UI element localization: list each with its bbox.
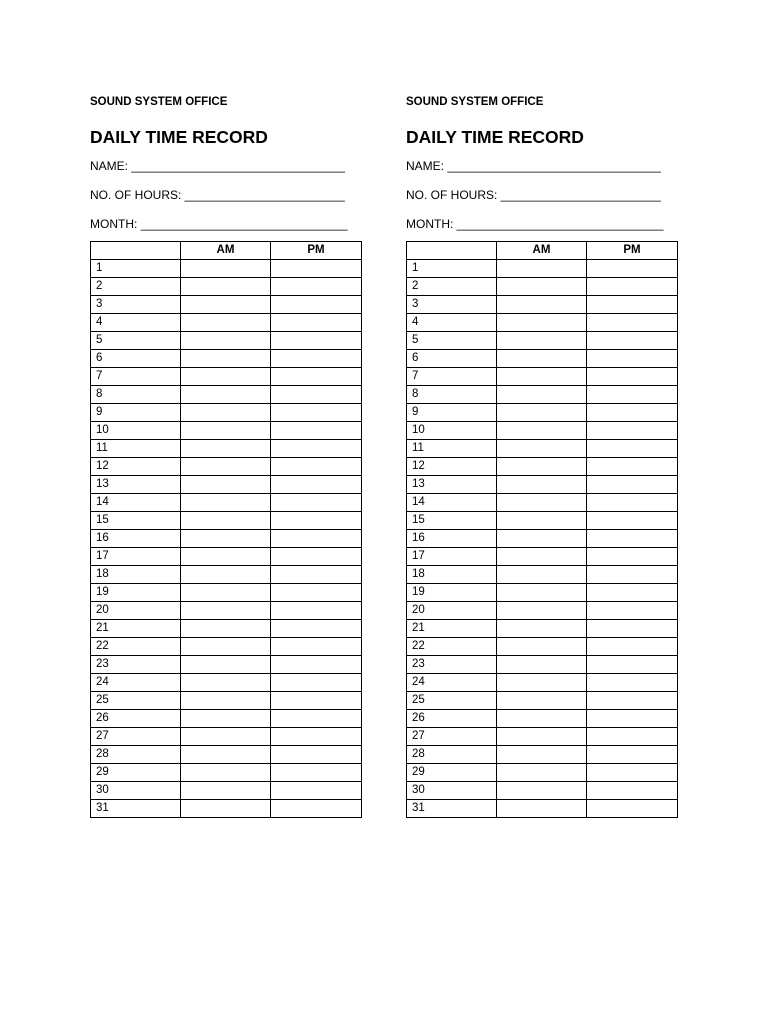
table-row — [91, 332, 362, 350]
table-row — [407, 710, 678, 728]
am-time-cell[interactable] — [497, 368, 587, 386]
day-number: 27 — [407, 728, 497, 746]
day-number: 1 — [91, 260, 181, 278]
table-row — [91, 440, 362, 458]
day-number: 21 — [407, 620, 497, 638]
table-row — [91, 548, 362, 566]
am-time-cell[interactable] — [181, 530, 271, 548]
am-time-cell[interactable] — [181, 584, 271, 602]
am-time-cell[interactable] — [497, 548, 587, 566]
day-number: 19 — [91, 584, 181, 602]
table-row — [91, 314, 362, 332]
pm-time-cell[interactable] — [271, 728, 362, 746]
table-header-row — [91, 242, 362, 260]
day-number: 13 — [91, 476, 181, 494]
am-time-cell[interactable] — [181, 656, 271, 674]
table-row — [407, 620, 678, 638]
pm-time-cell[interactable] — [271, 638, 362, 656]
am-time-cell[interactable] — [181, 368, 271, 386]
day-number: 3 — [91, 296, 181, 314]
table-row — [91, 674, 362, 692]
pm-time-cell[interactable] — [587, 674, 678, 692]
pm-time-cell[interactable] — [587, 764, 678, 782]
hours-field: NO. OF HOURS: ________________________ — [406, 188, 661, 202]
table-row — [407, 584, 678, 602]
day-number: 19 — [407, 584, 497, 602]
day-number: 14 — [91, 494, 181, 512]
table-row — [91, 368, 362, 386]
table-row — [407, 656, 678, 674]
table-row — [91, 566, 362, 584]
pm-time-cell[interactable] — [271, 692, 362, 710]
day-number: 17 — [91, 548, 181, 566]
am-time-cell[interactable] — [181, 494, 271, 512]
table-row — [91, 800, 362, 818]
am-time-cell[interactable] — [497, 440, 587, 458]
day-number: 28 — [91, 746, 181, 764]
table-row — [91, 710, 362, 728]
pm-time-cell[interactable] — [271, 386, 362, 404]
table-row — [407, 746, 678, 764]
day-number: 26 — [407, 710, 497, 728]
table-row — [407, 422, 678, 440]
table-row — [91, 638, 362, 656]
pm-time-cell[interactable] — [271, 800, 362, 818]
pm-time-cell[interactable] — [271, 368, 362, 386]
pm-time-cell[interactable] — [271, 674, 362, 692]
day-number: 28 — [407, 746, 497, 764]
am-time-cell[interactable] — [181, 566, 271, 584]
am-time-cell[interactable] — [497, 728, 587, 746]
day-number: 29 — [407, 764, 497, 782]
day-number: 5 — [91, 332, 181, 350]
pm-time-cell[interactable] — [271, 332, 362, 350]
pm-time-cell[interactable] — [587, 350, 678, 368]
hours-field: NO. OF HOURS: ________________________ — [90, 188, 345, 202]
am-time-cell[interactable] — [181, 638, 271, 656]
day-number: 9 — [407, 404, 497, 422]
day-number: 11 — [91, 440, 181, 458]
day-number: 18 — [91, 566, 181, 584]
am-time-cell[interactable] — [497, 404, 587, 422]
am-time-cell[interactable] — [497, 512, 587, 530]
table-row — [407, 458, 678, 476]
pm-time-cell[interactable] — [587, 512, 678, 530]
pm-time-cell[interactable] — [587, 728, 678, 746]
pm-time-cell[interactable] — [587, 314, 678, 332]
table-row — [407, 440, 678, 458]
pm-time-cell[interactable] — [587, 530, 678, 548]
day-column-header — [91, 242, 181, 260]
pm-time-cell[interactable] — [271, 350, 362, 368]
pm-time-cell[interactable] — [587, 656, 678, 674]
table-row — [407, 566, 678, 584]
pm-time-cell[interactable] — [271, 494, 362, 512]
day-number: 4 — [91, 314, 181, 332]
pm-time-cell[interactable] — [587, 782, 678, 800]
am-time-cell[interactable] — [181, 620, 271, 638]
table-row — [91, 386, 362, 404]
am-time-cell[interactable] — [181, 476, 271, 494]
pm-time-cell[interactable] — [271, 746, 362, 764]
am-time-cell[interactable] — [181, 314, 271, 332]
table-row — [407, 674, 678, 692]
month-field: MONTH: _______________________________ — [406, 217, 664, 231]
pm-time-cell[interactable] — [271, 296, 362, 314]
day-number: 12 — [407, 458, 497, 476]
time-record-table — [406, 241, 678, 818]
am-time-cell[interactable] — [497, 314, 587, 332]
am-time-cell[interactable] — [497, 566, 587, 584]
table-row — [91, 620, 362, 638]
am-time-cell[interactable] — [497, 800, 587, 818]
pm-time-cell[interactable] — [587, 566, 678, 584]
day-number: 7 — [407, 368, 497, 386]
day-number: 8 — [407, 386, 497, 404]
table-row — [407, 782, 678, 800]
am-time-cell[interactable] — [181, 386, 271, 404]
table-row — [407, 296, 678, 314]
pm-time-cell[interactable] — [271, 278, 362, 296]
table-row — [91, 656, 362, 674]
day-number: 20 — [91, 602, 181, 620]
pm-time-cell[interactable] — [587, 368, 678, 386]
day-number: 13 — [407, 476, 497, 494]
pm-time-cell[interactable] — [587, 800, 678, 818]
table-row — [407, 278, 678, 296]
day-number: 1 — [407, 260, 497, 278]
pm-time-cell[interactable] — [587, 494, 678, 512]
day-number: 22 — [407, 638, 497, 656]
day-number: 5 — [407, 332, 497, 350]
am-time-cell[interactable] — [497, 296, 587, 314]
day-number: 31 — [91, 800, 181, 818]
table-header-row — [407, 242, 678, 260]
table-row — [407, 404, 678, 422]
day-number: 6 — [407, 350, 497, 368]
am-time-cell[interactable] — [497, 656, 587, 674]
table-row — [407, 476, 678, 494]
day-number: 15 — [407, 512, 497, 530]
table-row — [407, 530, 678, 548]
day-number: 25 — [407, 692, 497, 710]
pm-time-cell[interactable] — [271, 584, 362, 602]
pm-time-cell[interactable] — [587, 692, 678, 710]
am-time-cell[interactable] — [181, 350, 271, 368]
table-row — [91, 350, 362, 368]
am-time-cell[interactable] — [181, 602, 271, 620]
day-number: 2 — [407, 278, 497, 296]
pm-time-cell[interactable] — [271, 566, 362, 584]
table-row — [407, 638, 678, 656]
pm-time-cell[interactable] — [587, 440, 678, 458]
day-number: 6 — [91, 350, 181, 368]
day-number: 24 — [407, 674, 497, 692]
table-row — [91, 476, 362, 494]
day-number: 31 — [407, 800, 497, 818]
table-row — [407, 260, 678, 278]
pm-time-cell[interactable] — [587, 278, 678, 296]
day-number: 2 — [91, 278, 181, 296]
am-time-cell[interactable] — [181, 782, 271, 800]
table-row — [407, 494, 678, 512]
am-time-cell[interactable] — [181, 440, 271, 458]
am-time-cell[interactable] — [497, 386, 587, 404]
table-row — [91, 458, 362, 476]
day-number: 30 — [407, 782, 497, 800]
am-time-cell[interactable] — [497, 494, 587, 512]
pm-time-cell[interactable] — [587, 422, 678, 440]
am-time-cell[interactable] — [497, 782, 587, 800]
day-number: 23 — [407, 656, 497, 674]
pm-time-cell[interactable] — [587, 296, 678, 314]
pm-time-cell[interactable] — [587, 638, 678, 656]
name-field: NAME: ________________________________ — [406, 159, 661, 173]
am-time-cell[interactable] — [497, 620, 587, 638]
am-time-cell[interactable] — [497, 422, 587, 440]
pm-time-cell[interactable] — [587, 332, 678, 350]
am-column-header: AM — [181, 242, 271, 260]
am-time-cell[interactable] — [497, 710, 587, 728]
pm-time-cell[interactable] — [271, 512, 362, 530]
day-number: 10 — [407, 422, 497, 440]
table-row — [91, 512, 362, 530]
table-row — [407, 332, 678, 350]
day-number: 10 — [91, 422, 181, 440]
pm-time-cell[interactable] — [271, 620, 362, 638]
table-row — [91, 692, 362, 710]
pm-time-cell[interactable] — [271, 602, 362, 620]
day-number: 22 — [91, 638, 181, 656]
pm-time-cell[interactable] — [271, 440, 362, 458]
am-column-header: AM — [497, 242, 587, 260]
am-time-cell[interactable] — [497, 260, 587, 278]
pm-time-cell[interactable] — [587, 746, 678, 764]
pm-time-cell[interactable] — [587, 548, 678, 566]
office-name: SOUND SYSTEM OFFICE — [90, 96, 228, 108]
day-number: 3 — [407, 296, 497, 314]
day-number: 23 — [91, 656, 181, 674]
pm-time-cell[interactable] — [271, 404, 362, 422]
table-row — [407, 548, 678, 566]
pm-time-cell[interactable] — [587, 260, 678, 278]
table-row — [91, 728, 362, 746]
table-row — [91, 782, 362, 800]
table-row — [91, 296, 362, 314]
day-number: 16 — [407, 530, 497, 548]
am-time-cell[interactable] — [497, 692, 587, 710]
am-time-cell[interactable] — [181, 674, 271, 692]
day-number: 7 — [91, 368, 181, 386]
am-time-cell[interactable] — [181, 728, 271, 746]
month-field: MONTH: _______________________________ — [90, 217, 348, 231]
table-row — [407, 602, 678, 620]
day-number: 25 — [91, 692, 181, 710]
pm-time-cell[interactable] — [271, 710, 362, 728]
table-row — [91, 764, 362, 782]
day-number: 12 — [91, 458, 181, 476]
am-time-cell[interactable] — [181, 710, 271, 728]
pm-time-cell[interactable] — [271, 314, 362, 332]
am-time-cell[interactable] — [497, 350, 587, 368]
am-time-cell[interactable] — [497, 530, 587, 548]
am-time-cell[interactable] — [181, 404, 271, 422]
pm-time-cell[interactable] — [271, 422, 362, 440]
table-row — [91, 260, 362, 278]
am-time-cell[interactable] — [181, 278, 271, 296]
day-number: 30 — [91, 782, 181, 800]
day-number: 24 — [91, 674, 181, 692]
pm-time-cell[interactable] — [587, 404, 678, 422]
table-row — [407, 728, 678, 746]
table-row — [407, 800, 678, 818]
day-number: 4 — [407, 314, 497, 332]
day-number: 17 — [407, 548, 497, 566]
day-number: 21 — [91, 620, 181, 638]
day-number: 11 — [407, 440, 497, 458]
day-column-header — [407, 242, 497, 260]
pm-time-cell[interactable] — [271, 656, 362, 674]
am-time-cell[interactable] — [497, 746, 587, 764]
am-time-cell[interactable] — [497, 476, 587, 494]
table-row — [91, 746, 362, 764]
pm-time-cell[interactable] — [587, 386, 678, 404]
am-time-cell[interactable] — [181, 422, 271, 440]
pm-time-cell[interactable] — [271, 548, 362, 566]
am-time-cell[interactable] — [181, 548, 271, 566]
table-row — [407, 386, 678, 404]
am-time-cell[interactable] — [181, 764, 271, 782]
day-number: 15 — [91, 512, 181, 530]
pm-column-header: PM — [271, 242, 362, 260]
am-time-cell[interactable] — [181, 800, 271, 818]
am-time-cell[interactable] — [497, 278, 587, 296]
pm-time-cell[interactable] — [271, 458, 362, 476]
pm-time-cell[interactable] — [587, 458, 678, 476]
am-time-cell[interactable] — [497, 674, 587, 692]
pm-time-cell[interactable] — [271, 782, 362, 800]
form-title: DAILY TIME RECORD — [90, 127, 268, 147]
pm-time-cell[interactable] — [271, 530, 362, 548]
day-number: 16 — [91, 530, 181, 548]
pm-time-cell[interactable] — [587, 710, 678, 728]
time-record-table — [90, 241, 362, 818]
pm-time-cell[interactable] — [587, 620, 678, 638]
table-row — [407, 350, 678, 368]
pm-time-cell[interactable] — [271, 260, 362, 278]
am-time-cell[interactable] — [497, 602, 587, 620]
table-row — [91, 278, 362, 296]
form-title: DAILY TIME RECORD — [406, 127, 584, 147]
day-number: 14 — [407, 494, 497, 512]
am-time-cell[interactable] — [181, 692, 271, 710]
table-row — [91, 494, 362, 512]
table-row — [407, 314, 678, 332]
pm-time-cell[interactable] — [271, 764, 362, 782]
am-time-cell[interactable] — [497, 332, 587, 350]
pm-time-cell[interactable] — [271, 476, 362, 494]
pm-time-cell[interactable] — [587, 602, 678, 620]
table-row — [407, 764, 678, 782]
office-name: SOUND SYSTEM OFFICE — [406, 96, 544, 108]
am-time-cell[interactable] — [181, 458, 271, 476]
am-time-cell[interactable] — [497, 458, 587, 476]
am-time-cell[interactable] — [497, 638, 587, 656]
table-row — [91, 422, 362, 440]
time-record-form-left — [90, 94, 361, 818]
pm-time-cell[interactable] — [587, 476, 678, 494]
table-row — [407, 368, 678, 386]
day-number: 27 — [91, 728, 181, 746]
pm-column-header: PM — [587, 242, 678, 260]
name-field: NAME: ________________________________ — [90, 159, 345, 173]
table-row — [407, 512, 678, 530]
am-time-cell[interactable] — [181, 296, 271, 314]
am-time-cell[interactable] — [181, 260, 271, 278]
table-row — [407, 692, 678, 710]
time-record-form-right — [406, 94, 677, 818]
day-number: 26 — [91, 710, 181, 728]
table-row — [91, 530, 362, 548]
am-time-cell[interactable] — [181, 512, 271, 530]
day-number: 8 — [91, 386, 181, 404]
am-time-cell[interactable] — [497, 764, 587, 782]
am-time-cell[interactable] — [181, 332, 271, 350]
table-row — [91, 404, 362, 422]
am-time-cell[interactable] — [497, 584, 587, 602]
day-number: 18 — [407, 566, 497, 584]
am-time-cell[interactable] — [181, 746, 271, 764]
pm-time-cell[interactable] — [587, 584, 678, 602]
day-number: 20 — [407, 602, 497, 620]
day-number: 29 — [91, 764, 181, 782]
day-number: 9 — [91, 404, 181, 422]
table-row — [91, 602, 362, 620]
table-row — [91, 584, 362, 602]
